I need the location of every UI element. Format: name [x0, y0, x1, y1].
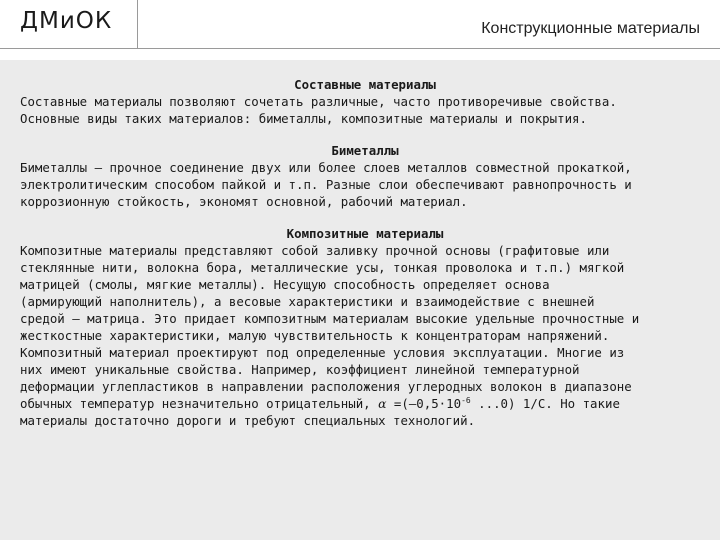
alpha-symbol: α — [378, 396, 387, 411]
text-line: жесткостные характеристики, малую чувствительность к концентраторам напряжений. — [20, 328, 610, 343]
logo-box — [0, 0, 138, 49]
section-heading: Биметаллы — [331, 143, 399, 158]
formula-exponent: -6 — [461, 396, 471, 405]
text-line: электролитическим способом пайкой и т.п. Разные слои обеспечивают равнопрочность и — [20, 177, 632, 192]
text-line: Композитные материалы представляют собой заливку прочной основы (графитовые или — [20, 243, 610, 258]
section-composite-overview — [20, 76, 710, 127]
text-line: материалы достаточно дороги и требуют специальных технологий. — [20, 413, 476, 428]
section-heading: Составные материалы — [294, 77, 436, 92]
header-divider — [137, 48, 720, 49]
slide-title: Конструкционные материалы — [481, 20, 700, 37]
text-line: коррозионную стойкость, экономят основной, рабочий материал. — [20, 194, 468, 209]
text-line: Композитный материал проектируют под определенные условия эксплуатации. Многие из — [20, 345, 625, 360]
formula-after: ...0) 1/C. Но такие — [470, 396, 620, 411]
text-line: Составные материалы позволяют сочетать различные, часто противоречивые свойства. — [20, 94, 617, 109]
text-line: (армирующий наполнитель), а весовые характеристики и взаимодействие с внешней — [20, 294, 595, 309]
text-line: матрицей (смолы, мягкие металлы). Несущую способность определяет основа — [20, 277, 550, 292]
logo-text: ДМиОК — [20, 8, 113, 34]
slide-header — [0, 0, 720, 60]
formula-middle: =(–0,5·10 — [386, 396, 462, 411]
text-line: средой – матрица. Это придает композитным материалам высокие удельные прочностные и — [20, 311, 640, 326]
text-line: стеклянные нити, волокна бора, металлические усы, тонкая проволока и т.п.) мягкой — [20, 260, 625, 275]
text-line: деформации углепластиков в направлении расположения углеродных волокон в диапазоне — [20, 379, 632, 394]
formula-line — [20, 395, 710, 412]
section-composites — [20, 225, 710, 429]
section-heading: Композитные материалы — [286, 226, 444, 241]
text-line: Основные виды таких материалов: биметаллы, композитные материалы и покрытия. — [20, 111, 587, 126]
text-line: них имеют уникальные свойства. Например, коэффициент линейной температурной — [20, 362, 580, 377]
text-line: Биметаллы – прочное соединение двух или более слоев металлов совместной прокаткой, — [20, 160, 632, 175]
formula-before: обычных температур незначительно отрицательный, — [20, 396, 379, 411]
slide-content — [20, 76, 710, 444]
section-bimetals — [20, 142, 710, 210]
